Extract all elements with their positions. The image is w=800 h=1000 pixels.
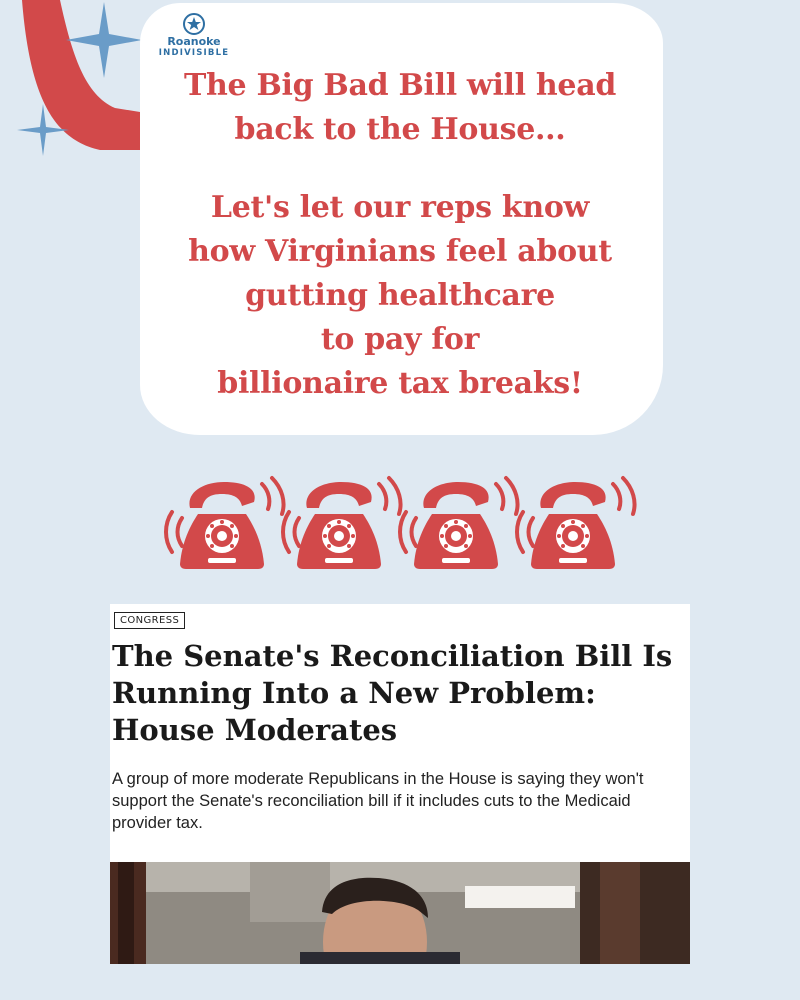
call-to-action-text: [160, 64, 640, 406]
article-photo: [110, 862, 690, 964]
ringing-telephone-icon: [509, 470, 639, 575]
sparkle-icon: [16, 103, 70, 157]
ringing-telephone-icon: [275, 470, 405, 575]
ringing-telephone-icon: [392, 470, 522, 575]
headline-line: The Big Bad Bill will head: [183, 68, 617, 103]
logo-text-roanoke: Roanoke: [167, 35, 221, 48]
headline-line: billionaire tax breaks!: [217, 366, 583, 401]
headline-line: how Virginians feel about: [188, 234, 612, 269]
article-summary: A group of more moderate Republicans in the House is saying they won't support the Senate's reconciliation bill if it includes cuts to the Medicaid provider tax.: [112, 770, 644, 832]
star-emblem-icon: [182, 12, 206, 36]
news-article-card: [110, 604, 690, 964]
section-tag[interactable]: CONGRESS: [114, 612, 185, 629]
headline-line: Let's let our reps know: [210, 190, 590, 225]
ringing-phones-row: [158, 470, 643, 575]
roanoke-indivisible-logo: [152, 12, 236, 58]
logo-text-indivisible: INDIVISIBLE: [158, 48, 230, 58]
headline-line: back to the House...: [234, 112, 566, 147]
headline-line: to pay for: [320, 322, 480, 357]
sparkle-icon: [64, 0, 144, 80]
article-title[interactable]: The Senate's Reconciliation Bill Is Running Into a New Problem: House Moderates: [112, 639, 673, 747]
ringing-telephone-icon: [158, 470, 288, 575]
headline-line: gutting healthcare: [245, 278, 555, 313]
